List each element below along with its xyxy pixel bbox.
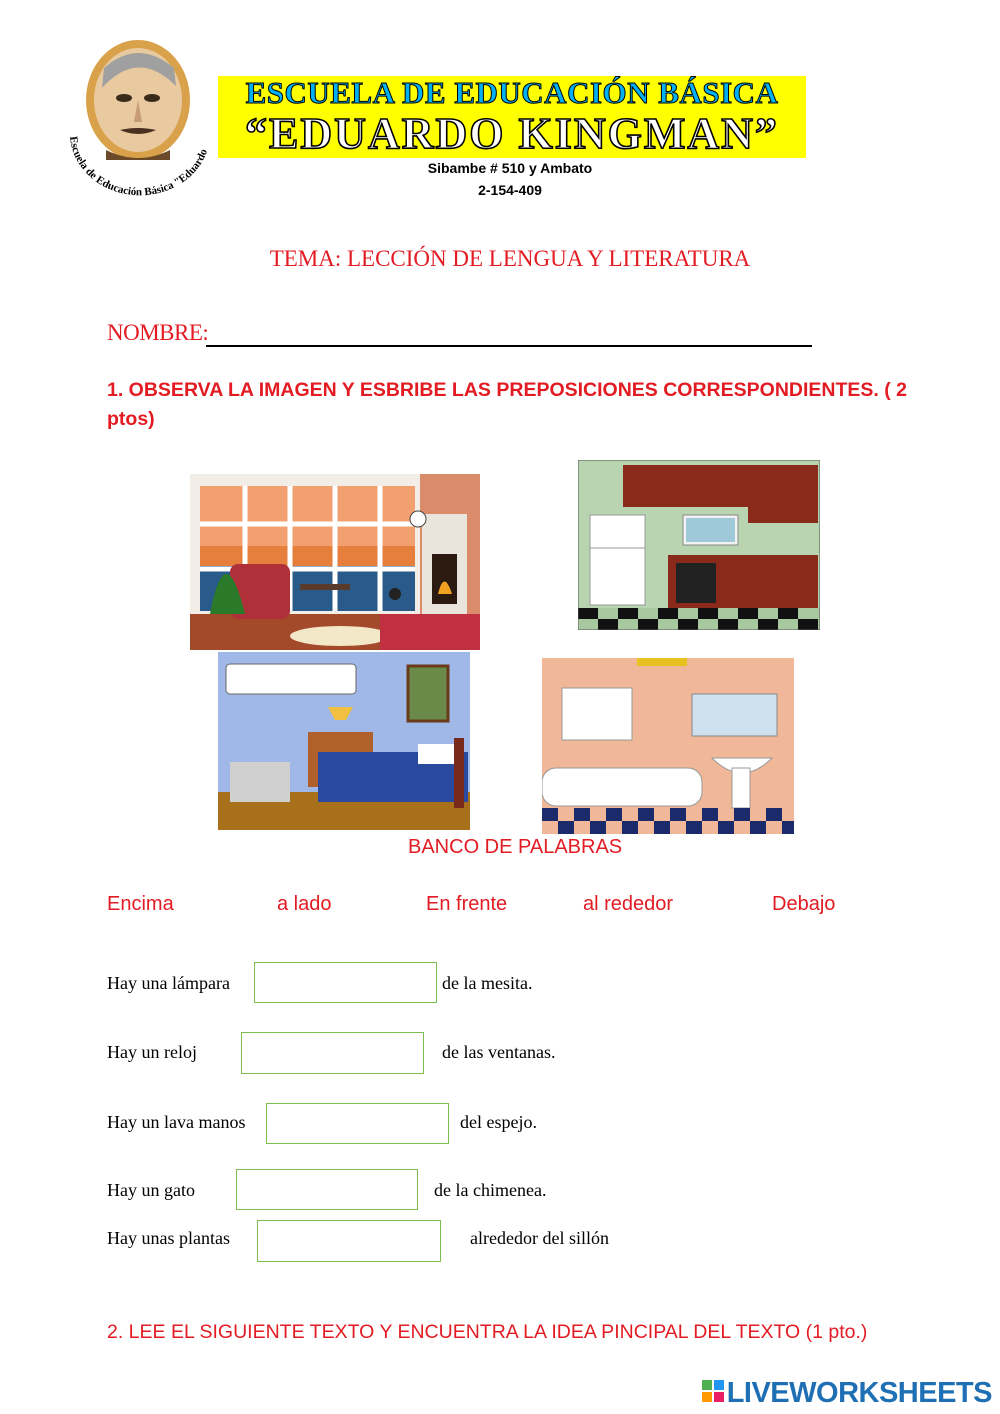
name-line[interactable] (206, 345, 812, 347)
answer-box-1[interactable] (254, 962, 437, 1003)
answer-box-4[interactable] (236, 1169, 418, 1210)
school-name-title: “EDUARDO KINGMAN” (218, 110, 806, 158)
svg-text:Escuela de Educación Básica "E: Escuela de Educación Básica "Eduardo (67, 135, 211, 198)
living-room-image (190, 474, 480, 650)
sentence-1-end: de la mesita. (442, 973, 533, 993)
word-bank-title: BANCO DE PALABRAS (408, 836, 623, 858)
brand-logo-icon (702, 1379, 724, 1412)
school-line-title: ESCUELA DE EDUCACIÓN BÁSICA (218, 76, 806, 110)
brand-text: LIVEWORKSHEETS (726, 1377, 992, 1409)
school-phone: 2-154-409 (478, 182, 542, 198)
question-2: 2. LEE EL SIGUIENTE TEXTO Y ENCUENTRA LA IDEA PINCIPAL DEL TEXTO (1 pto.) (107, 1321, 868, 1343)
word-en-frente: En frente (426, 893, 508, 915)
kitchen-image (578, 460, 820, 630)
word-encima: Encima (107, 893, 174, 915)
bedroom-image (218, 652, 470, 830)
name-label: NOMBRE: (107, 320, 209, 345)
word-debajo: Debajo (772, 893, 836, 915)
answer-box-2[interactable] (241, 1032, 424, 1074)
sentence-2-start: Hay un reloj (107, 1042, 197, 1062)
school-logo (58, 38, 218, 198)
sentence-4-end: de la chimenea. (434, 1180, 547, 1200)
sentence-3-start: Hay un lava manos (107, 1112, 246, 1132)
school-address: Sibambe # 510 y Ambato (427, 160, 593, 176)
word-al-rededor: al rededor (583, 893, 674, 915)
question-1: 1. OBSERVA LA IMAGEN Y ESBRIBE LAS PREPOSICIONES CORRESPONDIENTES. ( 2 ptos) (107, 379, 908, 430)
sentence-3-end: del espejo. (460, 1112, 537, 1132)
sentence-5-start: Hay unas plantas (107, 1228, 230, 1248)
topic-heading: TEMA: LECCIÓN DE LENGUA Y LITERATURA (269, 246, 751, 271)
sentence-1-start: Hay una lámpara (107, 973, 230, 993)
sentence-5-end: alrededor del sillón (470, 1228, 609, 1248)
answer-box-5[interactable] (257, 1220, 441, 1262)
answer-box-3[interactable] (266, 1103, 449, 1144)
sentence-4-start: Hay un gato (107, 1180, 195, 1200)
liveworksheets-brand (702, 1377, 992, 1412)
word-a-lado: a lado (277, 893, 332, 915)
bathroom-image (542, 658, 794, 834)
sentence-2-end: de las ventanas. (442, 1042, 556, 1062)
